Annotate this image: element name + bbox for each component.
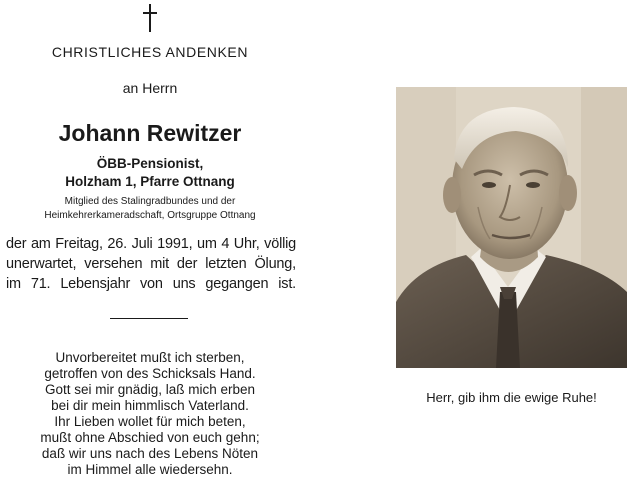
membership-line: Heimkehrerkameradschaft, Ortsgruppe Ottnang [44,210,256,221]
obituary-line: unerwartet, versehen mit der letzten Ölung, [6,256,296,272]
poem-line: bei dir mein himmlisch Vaterland. [51,398,249,413]
salutation: an Herrn [122,80,178,96]
poem-line: im Himmel alle wiedersehn. [67,462,233,477]
title-line-address: Holzham 1, Pfarre Ottnang [65,174,235,189]
poem-line: getroffen von des Schicksals Hand. [44,366,256,381]
poem-line: Ihr Lieben wollet für mich beten, [54,414,246,429]
photo-caption: Herr, gib ihm die ewige Ruhe! [426,390,597,405]
portrait-illustration [396,87,627,368]
memorial-text-column [0,0,300,484]
poem-line: Gott sei mir gnädig, laß mich erben [44,382,256,397]
cross-icon [141,4,159,32]
obituary-line: im 71. Lebensjahr von uns gegangen ist. [6,276,296,292]
poem-line: mußt ohne Abschied von euch gehn; [40,430,260,445]
divider [110,318,188,319]
poem-line: Unvorbereitet mußt ich sterben, [55,350,245,365]
obituary-line: der am Freitag, 26. Juli 1991, um 4 Uhr, völlig [6,236,296,252]
portrait-photo [396,87,627,368]
title-line-occupation: ÖBB-Pensionist, [96,156,204,171]
deceased-name: Johann Rewitzer [58,120,242,146]
heading: CHRISTLICHES ANDENKEN [51,44,249,60]
membership-line: Mitglied des Stalingradbundes und der [64,196,236,207]
poem-line: daß wir uns nach des Lebens Nöten [41,446,259,461]
